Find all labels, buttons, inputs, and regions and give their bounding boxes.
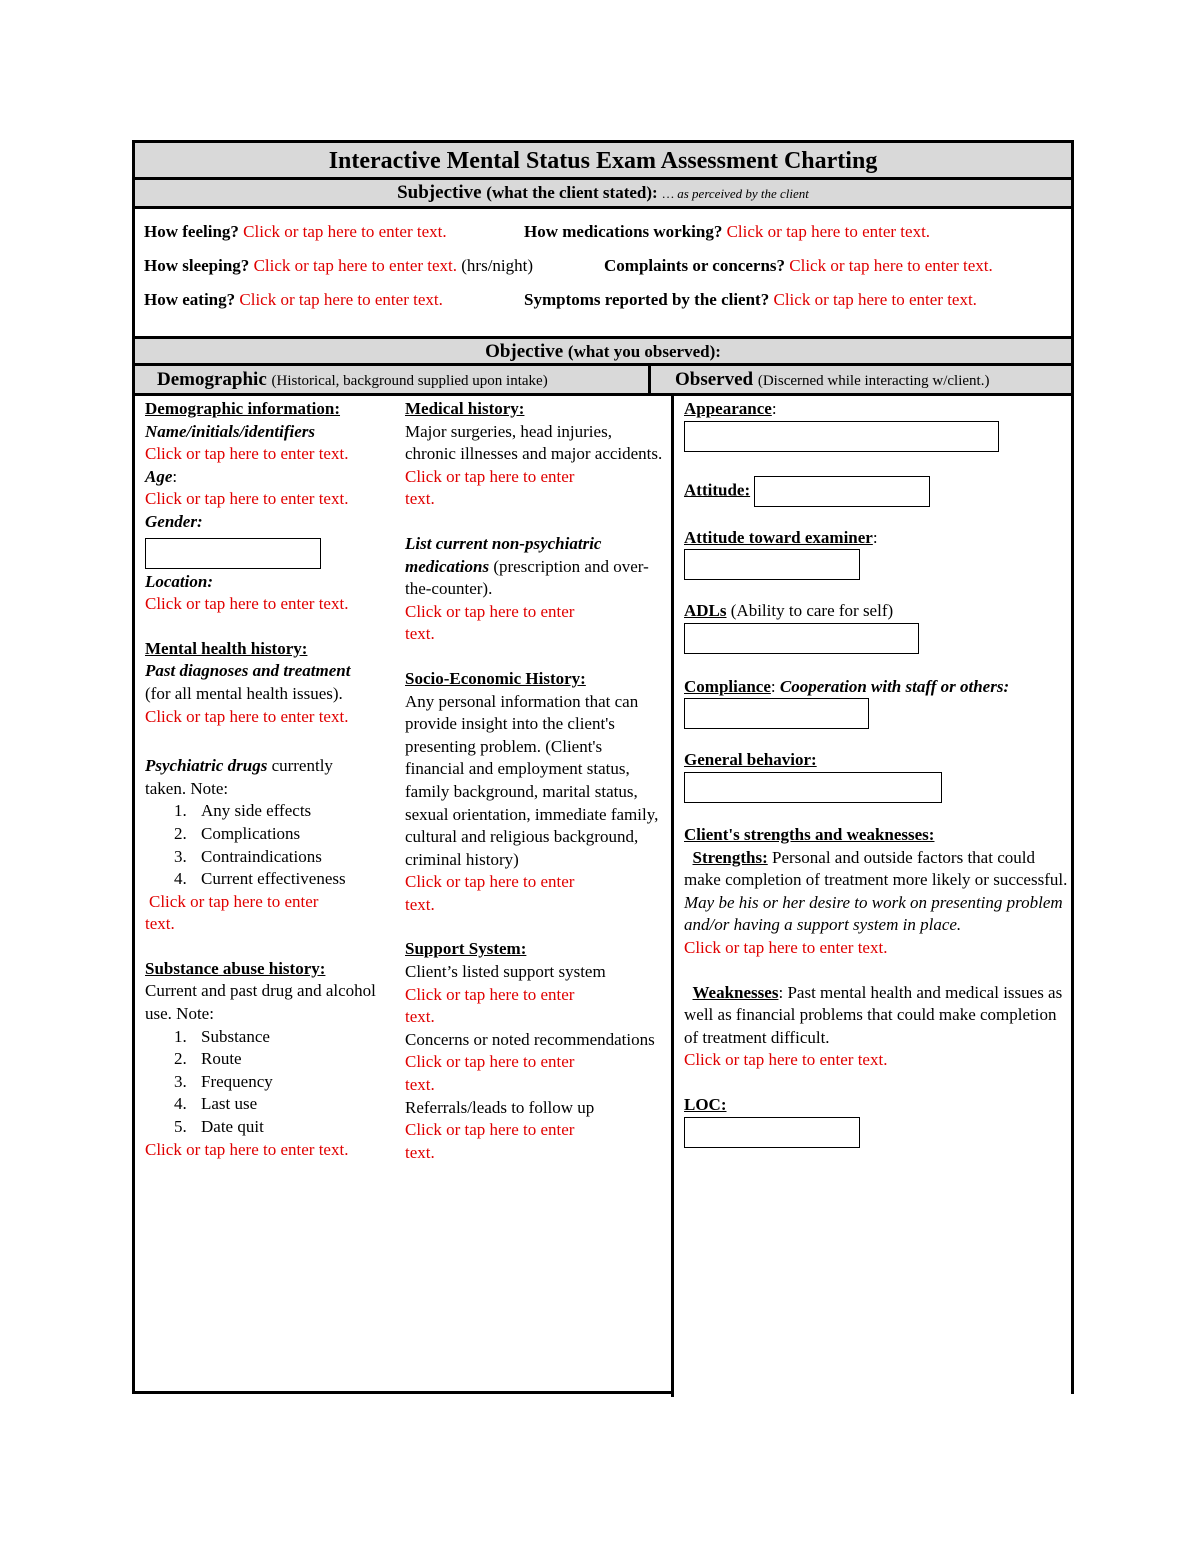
taken-note-text: taken. Note: bbox=[145, 778, 229, 798]
substance-heading: Substance abuse history: bbox=[145, 958, 326, 978]
list-item: 4. Last use bbox=[191, 1093, 395, 1116]
medical-history-field[interactable]: Click or tap here to enter bbox=[405, 466, 575, 486]
gender-label: Gender: bbox=[145, 511, 203, 531]
socio-economic-field[interactable]: Click or tap here to enter bbox=[405, 872, 575, 892]
nonpsych-medications-label: medications bbox=[405, 556, 490, 576]
subjective-note: … as perceived by the client bbox=[662, 186, 809, 201]
location-label: Location: bbox=[145, 571, 213, 591]
nonpsych-desc: (prescription and over-the-counter). bbox=[405, 556, 649, 599]
psych-drug-list bbox=[145, 800, 395, 890]
adls-input[interactable] bbox=[684, 623, 919, 654]
substance-desc: Current and past drug and alcohol use. Note: bbox=[145, 981, 376, 1024]
for-all-text: (for all mental health issues). bbox=[145, 683, 343, 703]
nonpsych-heading: List current non-psychiatric bbox=[405, 533, 602, 553]
appearance-label: Appearance bbox=[684, 399, 772, 418]
adls-label: ADLs bbox=[684, 601, 727, 621]
adls-desc: (Ability to care for self) bbox=[726, 601, 894, 621]
objective-header bbox=[135, 339, 1071, 366]
how-eating-label: How eating? bbox=[144, 290, 236, 309]
strengths-italic: May be his or her desire to work on presenting problem and/or having a support system in place. bbox=[684, 892, 1063, 935]
objective-paren: (what you observed): bbox=[567, 342, 721, 361]
how-eating-field[interactable]: Click or tap here to enter text. bbox=[239, 290, 443, 309]
referrals-field-cont[interactable]: text. bbox=[405, 1142, 435, 1162]
medical-history-desc: Major surgeries, head injuries, chronic illnesses and major accidents. bbox=[405, 421, 663, 464]
bottom-border bbox=[132, 1391, 672, 1394]
list-item: 5. Date quit bbox=[191, 1116, 395, 1139]
strengths-field[interactable]: Click or tap here to enter text. bbox=[684, 937, 888, 957]
how-sleeping-label: How sleeping? bbox=[144, 256, 250, 275]
socio-economic-field-cont[interactable]: text. bbox=[405, 894, 435, 914]
how-eating-row bbox=[144, 290, 443, 310]
demographic-paren: (Historical, background supplied upon intake) bbox=[271, 373, 548, 389]
weaknesses-field[interactable]: Click or tap here to enter text. bbox=[684, 1050, 888, 1070]
how-feeling-field[interactable]: Click or tap here to enter text. bbox=[243, 222, 447, 241]
subjective-label: Subjective bbox=[397, 182, 482, 203]
how-sleeping-field[interactable]: Click or tap here to enter text. bbox=[253, 256, 458, 275]
support-system-field[interactable]: Click or tap here to enter bbox=[405, 984, 575, 1004]
gender-input[interactable] bbox=[145, 538, 321, 569]
attitude-examiner-label: Attitude toward examiner bbox=[684, 527, 873, 547]
symptoms-row bbox=[524, 290, 977, 310]
complaints-field[interactable]: Click or tap here to enter text. bbox=[789, 256, 993, 275]
column-divider bbox=[671, 396, 674, 1397]
loc-input[interactable] bbox=[684, 1117, 860, 1148]
how-feeling-row bbox=[144, 222, 447, 242]
subjective-header bbox=[135, 180, 1071, 209]
subjective-paren: (what the client stated): bbox=[486, 183, 658, 202]
concerns-field[interactable]: Click or tap here to enter bbox=[405, 1052, 575, 1072]
symptoms-label: Symptoms reported by the client? bbox=[524, 290, 770, 309]
attitude-label: Attitude: bbox=[684, 480, 751, 499]
compliance-label: Compliance bbox=[684, 676, 771, 696]
name-field[interactable]: Click or tap here to enter text. bbox=[145, 444, 349, 464]
strengths-desc: Personal and outside factors that could make completion of treatment more likely or successful. bbox=[684, 847, 1068, 890]
medications-row bbox=[524, 222, 930, 242]
list-item: 1. Any side effects bbox=[191, 800, 395, 823]
concerns-field-cont[interactable]: text. bbox=[405, 1075, 435, 1095]
list-item: 3. Frequency bbox=[191, 1071, 395, 1094]
medical-history-field-cont[interactable]: text. bbox=[405, 489, 435, 509]
substance-field[interactable]: Click or tap here to enter text. bbox=[145, 1139, 349, 1159]
how-sleeping-row bbox=[144, 256, 533, 276]
compliance-desc: Cooperation with staff or others: bbox=[779, 676, 1010, 696]
past-diagnoses-label: Past diagnoses and treatment bbox=[145, 661, 351, 681]
support-system-desc: Client’s listed support system bbox=[405, 962, 606, 982]
name-label: Name/initials/identifiers bbox=[145, 421, 316, 441]
hrs-night-label: (hrs/night) bbox=[461, 256, 534, 275]
psych-drugs-field[interactable]: Click or tap here to enter bbox=[149, 891, 319, 911]
substance-list bbox=[145, 1026, 395, 1139]
psychiatric-drugs-label: Psychiatric drugs bbox=[145, 756, 268, 776]
weaknesses-desc: Past mental health and medical issues as well as financial problems that could make completion of treatment difficult. bbox=[684, 982, 1063, 1047]
medications-label: How medications working? bbox=[524, 222, 723, 241]
mental-health-field[interactable]: Click or tap here to enter text. bbox=[145, 706, 349, 726]
nonpsych-field[interactable]: Click or tap here to enter bbox=[405, 601, 575, 621]
history-column bbox=[405, 398, 665, 1164]
general-behavior-input[interactable] bbox=[684, 772, 942, 803]
demographic-label: Demographic bbox=[157, 369, 267, 390]
socio-economic-heading: Socio-Economic History: bbox=[405, 668, 586, 688]
observed-header bbox=[651, 366, 1071, 396]
attitude-examiner-input[interactable] bbox=[684, 549, 860, 580]
age-label: Age bbox=[145, 466, 173, 486]
nonpsych-field-cont[interactable]: text. bbox=[405, 624, 435, 644]
list-item: 2. Route bbox=[191, 1048, 395, 1071]
strengths-weaknesses-heading: Client's strengths and weaknesses: bbox=[684, 824, 935, 844]
symptoms-field[interactable]: Click or tap here to enter text. bbox=[773, 290, 977, 309]
observed-column: Appearance: Attitude: Attitude toward examiner: ADLs (Ability to care for self) Compliance: Cooperation with staff or others: General behavior: Client's strengths and weaknesses: Strengths: Personal and outside factors that could make completion of treatment more likely or successful. May be his or her desire to work on presenting problem and/or having a support system in place. Click or tap here to enter text. Weaknesses: Past mental health and medical issues as well as financial problems that could make completion of treatment difficult. Click or tap here to enter text. LOC: bbox=[684, 398, 1069, 1148]
attitude-input[interactable] bbox=[754, 476, 930, 507]
compliance-input[interactable] bbox=[684, 698, 869, 729]
medical-history-heading: Medical history: bbox=[405, 399, 525, 418]
demographic-info-heading: Demographic information: bbox=[145, 399, 341, 418]
complaints-label: Complaints or concerns? bbox=[604, 256, 786, 275]
demographic-column: Demographic information: Name/initials/identifiers Click or tap here to enter text. Age: Click or tap here to enter text. Gender: Location: Click or tap here to enter text. Mental health history: Past diagnoses and treatment (for all mental health issues). Click or tap here to enter text. Psychiatric drugs currently taken. Note: 1. Any side effects 2. Complications 3. Contraindications 4. Current effectiveness Click or tap here to enter text. Substance abuse history: Current and past drug and alcohol use. Note: 1. Substance 2. Route 3. Frequency 4. Last use 5. Date quit Click or tap here to enter text. bbox=[145, 398, 395, 1161]
mental-health-heading: Mental health history: bbox=[145, 638, 308, 658]
list-item: 2. Complications bbox=[191, 823, 395, 846]
subjective-section bbox=[135, 209, 1071, 339]
list-item: 3. Contraindications bbox=[191, 846, 395, 869]
support-system-field-cont[interactable]: text. bbox=[405, 1007, 435, 1027]
form-frame bbox=[132, 140, 1074, 1394]
socio-economic-desc: Any personal information that can provide insight into the client's presenting problem. (Client's financial and employment status, family background, marital status, sexual orientation, immediate family, cultural and religious background, criminal history) bbox=[405, 691, 659, 869]
list-item: 1. Substance bbox=[191, 1026, 395, 1049]
medications-field[interactable]: Click or tap here to enter text. bbox=[726, 222, 931, 241]
weaknesses-label: Weaknesses bbox=[692, 982, 779, 1002]
support-system-heading: Support System: bbox=[405, 939, 527, 959]
referrals-label: Referrals/leads to follow up bbox=[405, 1097, 595, 1117]
objective-label: Objective bbox=[485, 341, 564, 362]
observed-paren: (Discerned while interacting w/client.) bbox=[757, 373, 990, 389]
psych-drugs-field-cont[interactable]: text. bbox=[145, 914, 175, 934]
complaints-row bbox=[604, 256, 993, 276]
demographic-header bbox=[135, 366, 651, 396]
strengths-label: Strengths: bbox=[692, 847, 768, 867]
age-field[interactable]: Click or tap here to enter text. bbox=[145, 489, 349, 509]
page-title: Interactive Mental Status Exam Assessment Charting bbox=[135, 143, 1071, 180]
concerns-label: Concerns or noted recommendations bbox=[405, 1029, 655, 1049]
list-item: 4. Current effectiveness bbox=[191, 868, 395, 891]
location-field[interactable]: Click or tap here to enter text. bbox=[145, 594, 349, 614]
currently-text: currently bbox=[267, 756, 333, 776]
general-behavior-label: General behavior: bbox=[684, 750, 817, 770]
appearance-input[interactable] bbox=[684, 421, 999, 452]
observed-label: Observed bbox=[675, 369, 754, 390]
referrals-field[interactable]: Click or tap here to enter bbox=[405, 1120, 575, 1140]
how-feeling-label: How feeling? bbox=[144, 222, 239, 241]
loc-label: LOC: bbox=[684, 1094, 727, 1114]
